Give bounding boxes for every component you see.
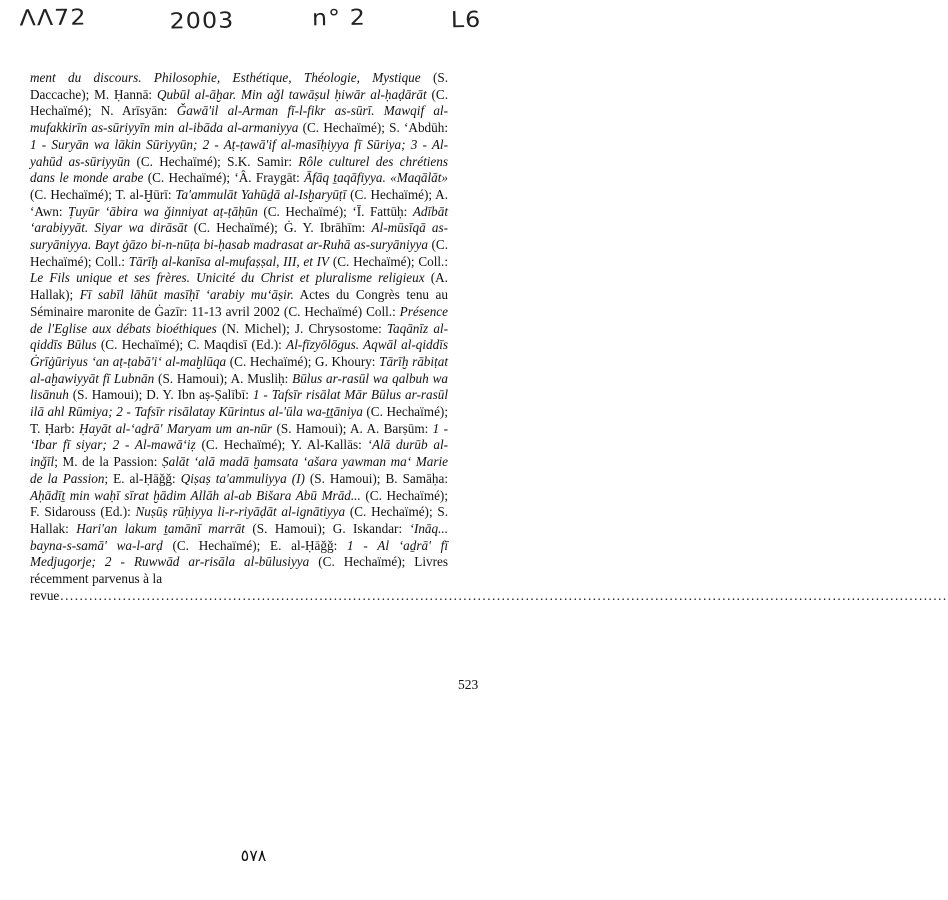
toc-text-segment: (C. Hechaïmé); Y. Al-Kallās: xyxy=(195,437,368,453)
toc-text-segment: (S. Hamoui); G. Iskandar: xyxy=(244,520,410,536)
toc-title-segment: Aḥādīṯ min waḥī sīrat ḫādim Allāh al-ab Bišara Abū Mrād... xyxy=(30,487,361,503)
toc-title-segment: Ǧawā'il al-Arman fī-l-fikr as-sūrī. Mawqif al-mufakkirīn as-sūriyyīn min al-ibāda al-armaniyya xyxy=(30,103,448,136)
toc-text-segment: ; E. al-Ḥāǧǧ: xyxy=(104,470,181,486)
toc-text-segment: (S. Hamoui); A. Musliḥ: xyxy=(154,370,293,386)
toc-title-segment: Al-fīzyōlōgus. Aqwāl al-qiddīs Ġrīġūriyus ‘an aṭ-ṭabā'i‘ al-maḫlūqa xyxy=(30,337,448,369)
toc-text-segment: (C. Hechaïmé); S. Hallak: xyxy=(30,504,448,536)
toc-title-segment: Présence de l'Eglise aux débats bioéthiques xyxy=(30,303,448,336)
toc-title-segment: Rôle culturel des chrétiens dans le monde arabe xyxy=(30,153,449,186)
page-footer-number: ٥٧٨ xyxy=(240,846,267,865)
toc-title-segment: 1 - Suryān wa lākin Sūriyyūn; 2 - Aṭ-ṭawā'if al-masīḥiyya fī Sūriya; 3 - Al-yahūd as-sūriyyūn xyxy=(30,136,448,169)
toc-text-segment: (C. Hechaïmé); S. ‘Abdūh: xyxy=(298,120,448,136)
toc-leader-line xyxy=(30,587,948,605)
toc-text-segment: (C. Hechaïmé); C. Maqdisī (Ed.): xyxy=(96,337,287,353)
toc-title-segment: ‘Alā durūb al-inǧīl xyxy=(30,437,449,470)
toc-title-segment: Āfāq ṯaqāfiyya. «Maqālāt» xyxy=(304,170,448,186)
toc-title-segment: Qubūl al-āḫar. Min aǧl tawāṣul ḥiwār al-ḥaḍārāt xyxy=(156,86,427,102)
toc-title-segment: Tārīḫ al-kanīsa al-mufaṣṣal, III, et IV xyxy=(128,253,330,269)
toc-text-segment: (C. Hechaïmé); Coll.: xyxy=(30,237,449,269)
toc-text-segment: (S. Hamoui); B. Samāḥa: xyxy=(304,470,448,486)
toc-title-segment: Al-mūsīqā as-suryāniyya. Bayt ġāzo bi-n-nūṭa bi-ḥasab madrasat ar-Ruhā as-suryāniyya xyxy=(30,220,448,253)
toc-title-segment: Ḥayāt al-‘aḏrā' Maryam um an-nūr xyxy=(79,420,273,436)
toc-text-segment: (C. Hechaïmé); ‘Â. Fraygāt: xyxy=(143,170,305,186)
toc-title-segment: Qiṣaṣ ta'ammuliyya (I) xyxy=(180,470,305,486)
toc-text-segment: (C. Hechaïmé); N. Arīsyān: xyxy=(30,86,449,119)
toc-text-segment: Actes du Congrès tenu au Séminaire maronite de Ġazīr: 11-13 avril 2002 (C. Hechaïmé) Coll.: xyxy=(30,287,448,319)
handwritten-code-note: L6 xyxy=(450,7,482,34)
table-of-contents-text xyxy=(30,70,948,605)
toc-text-segment: (C. Hechaïmé); Livres récemment parvenus à la xyxy=(30,554,448,587)
toc-title-segment: Nuṣūṣ rūḥiyya li-r-riyāḍāt al-ignātiyya xyxy=(135,504,346,520)
toc-text-segment: (C. Hechaïmé); Ġ. Y. Ibrāhīm: xyxy=(187,220,372,236)
toc-text-segment: (C. Hechaïmé); G. Khoury: xyxy=(226,353,380,369)
handwritten-catalog-note: ΛΛ72 xyxy=(19,5,87,32)
toc-page-number: 523 xyxy=(458,677,479,692)
toc-text-segment: (C. Hechaïmé); S.K. Samir: xyxy=(130,153,299,169)
handwritten-issue-note: n° 2 xyxy=(311,5,367,32)
toc-title-segment: Ṭuyūr ‘ābira wa ǧinniyat aṭ-ṭāḥūn xyxy=(68,203,258,219)
toc-title-segment: Tārīḫ rābiṭat al-aḫawiyyāt fī Lubnān xyxy=(30,353,448,386)
toc-text-segment: (S. Daccache); M. Ḥannā: xyxy=(30,70,448,102)
toc-last-label: revue xyxy=(30,587,60,603)
toc-title-segment: Būlus ar-rasūl wa qalbuh wa lisānuh xyxy=(30,370,448,403)
toc-title-segment: ‘Ināq... bayna-s-samā' wa-l-arḍ xyxy=(30,520,449,553)
toc-title-segment: 1 - Tafsīr risālat Mār Būlus ar-rasūl ilā ahl Rūmiya; 2 - Tafsīr risālatay Kūrintus al-'ūla wa-ṯṯāniya xyxy=(30,387,449,420)
toc-text-segment: (A. Hallak); xyxy=(30,270,448,303)
toc-title-segment: Adībāt ‘arabiyyāt. Siyar wa dirāsāt xyxy=(30,203,448,236)
toc-text-segment: (C. Hechaïmé); Coll.: xyxy=(329,253,448,269)
toc-title-segment: Ṣalāt ‘alā madā ḫamsata ‘ašara yawman ma‘ Marie de la Passion xyxy=(30,454,448,486)
toc-paragraph xyxy=(30,70,448,588)
toc-title-segment: 1 - Al ‘aḏrā' fī Medjugorje; 2 - Ruwwād ar-risāla al-būlusiyya xyxy=(30,537,448,570)
toc-title-segment: Hari'an lakum ṯamānī marrāt xyxy=(76,520,245,536)
handwritten-year-note: 2003 xyxy=(169,8,235,35)
toc-text-segment: (C. Hechaïmé); F. Sidarouss (Ed.): xyxy=(30,487,448,520)
toc-text-segment: (S. Hamoui); D. Y. Ibn aṣ-Ṣalībī: xyxy=(68,387,253,403)
toc-title-segment: Le Fils unique et ses frères. Unicité du Christ et pluralisme religieux xyxy=(30,270,425,286)
toc-title-segment: Fī sabīl lāhūt masīḥī ‘arabiy mu‘āṣir. xyxy=(79,287,294,303)
toc-title-segment: Taqānīz al-qiddīs Būlus xyxy=(30,320,448,353)
toc-text-segment: (C. Hechaïmé); E. al-Ḥāǧǧ: xyxy=(162,537,348,553)
toc-text-segment: (S. Hamoui); A. A. Barṣūm: xyxy=(272,420,433,436)
toc-text-segment: (C. Hechaïmé); ‘Ī. Fattūḥ: xyxy=(257,203,413,219)
dot-leader: ......................................................................................................................................................................................... xyxy=(60,587,948,603)
toc-text-segment: (C. Hechaïmé); A. ‘Awn: xyxy=(30,186,448,219)
toc-title-segment: ment du discours. Philosophie, Esthétique, Théologie, Mystique xyxy=(30,70,421,85)
toc-text-segment: (N. Michel); J. Chrysostome: xyxy=(216,320,387,336)
toc-text-segment: (C. Hechaïmé); T. al-Ḫūrī: xyxy=(30,186,176,202)
toc-text-segment: (C. Hechaïmé); T. Ḥarb: xyxy=(30,404,448,436)
toc-title-segment: Ta'ammulāt Yahūḏā al-Isḫaryūṭī xyxy=(175,186,347,202)
toc-title-segment: 1 - ‘Ibar fī siyar; 2 - Al-mawā‘iẓ xyxy=(30,420,448,453)
toc-text-segment: ; M. de la Passion: xyxy=(54,454,163,470)
